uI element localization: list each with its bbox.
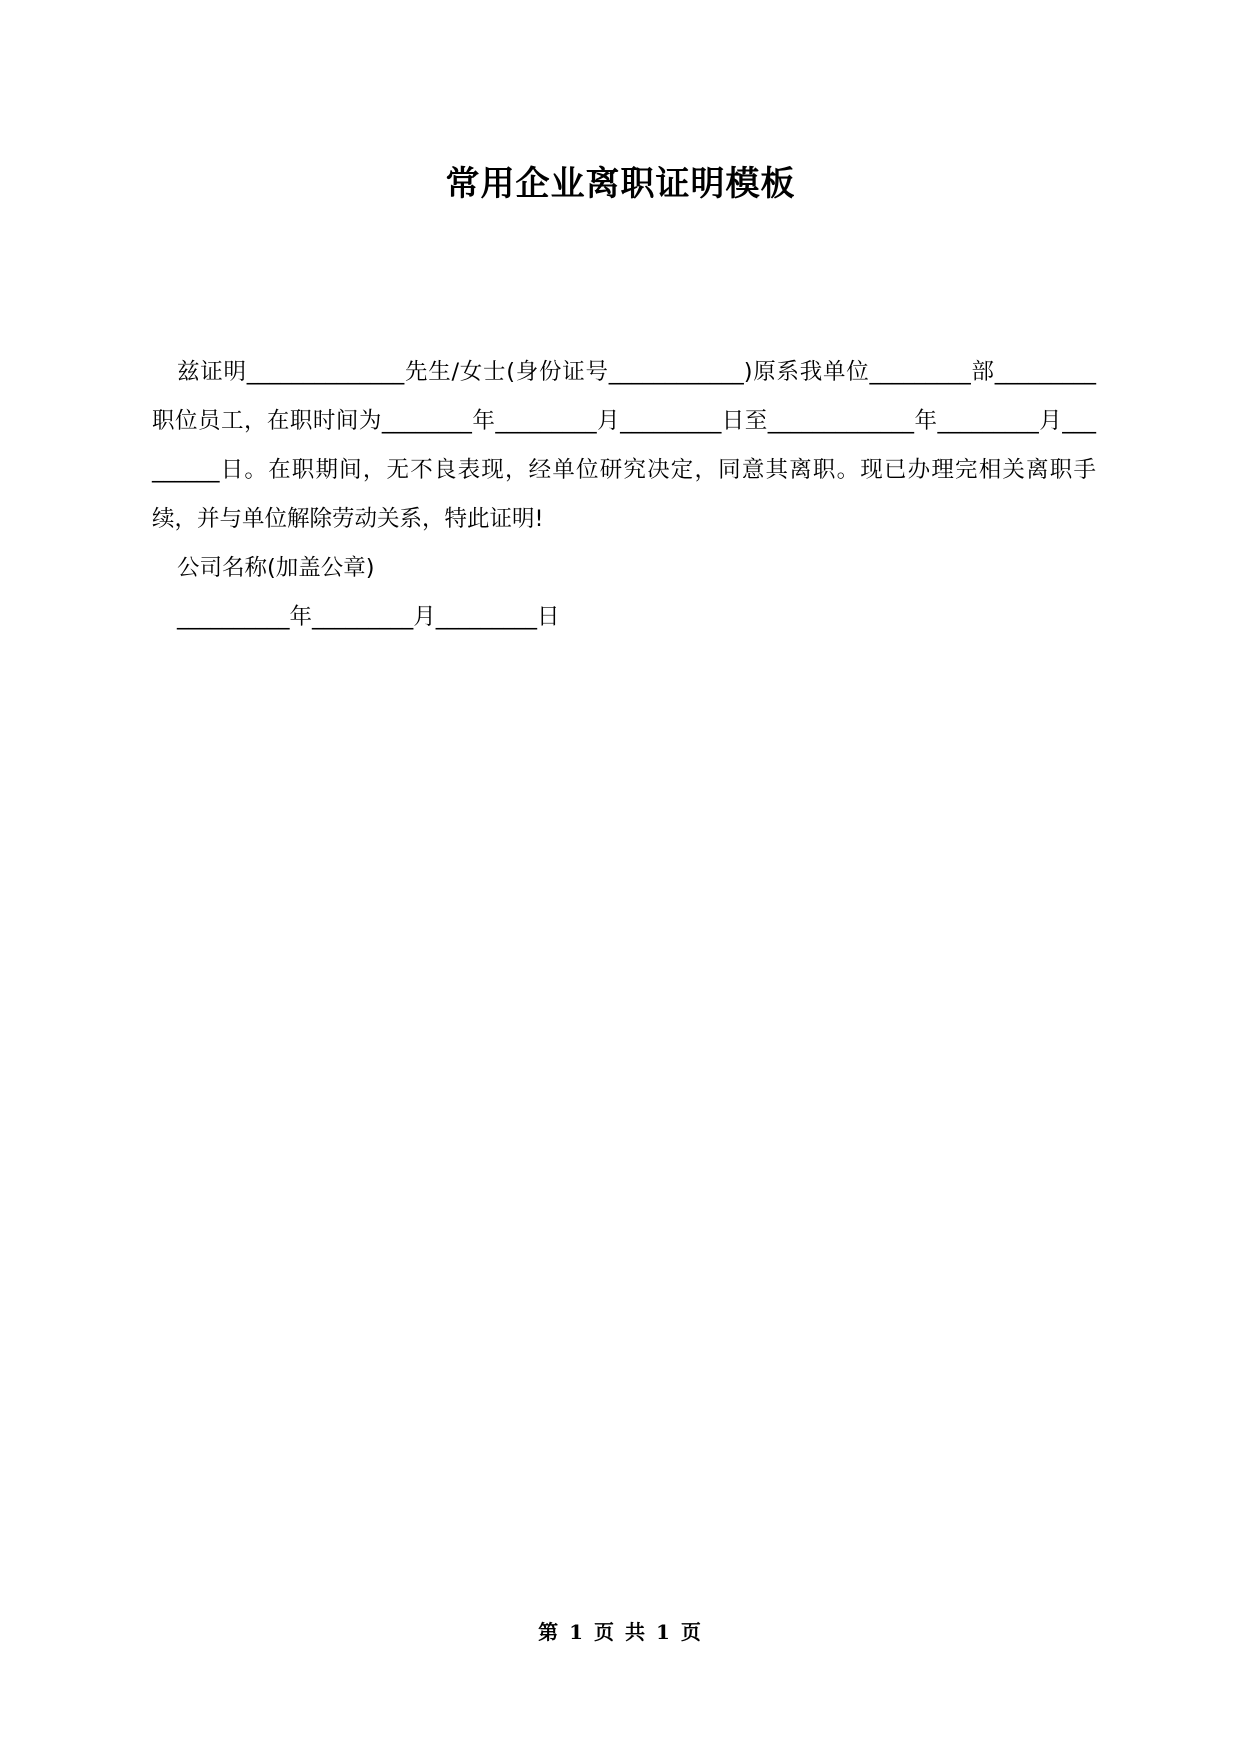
date-line: __________年_________月_________日	[177, 604, 560, 630]
document-body	[152, 348, 1096, 642]
company-name-line: 公司名称(加盖公章)	[177, 555, 375, 581]
page-number-footer: 第 1 页 共 1 页	[538, 1620, 703, 1644]
document-title: 常用企业离职证明模板	[445, 164, 796, 204]
certificate-paragraph: 兹证明______________先生/女士(身份证号____________)原系我单位_________部_________职位员工，在职时间为________年_________月_________日至_____________年_________月_________日。在职期间，无不良表现，经单位研究决定，同意其离职。现已办理完相关离职手续，并与单位解除劳动关系，特此证明!	[152, 359, 1096, 532]
